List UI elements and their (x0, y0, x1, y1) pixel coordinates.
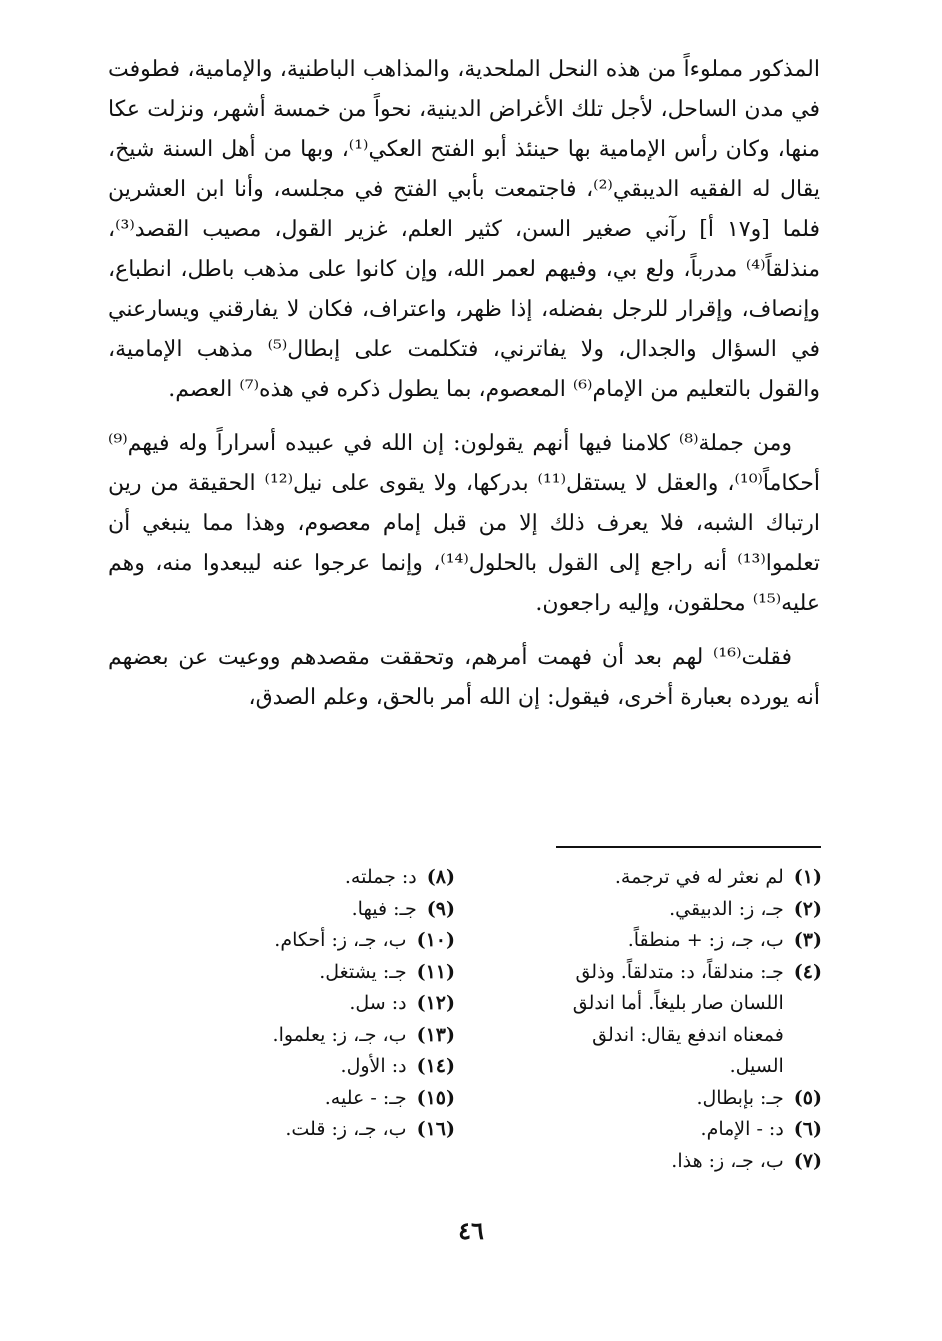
footnote-text: جـ: مندلقاً، د: متدلقاً. وذلق اللسان صار بليغاً. أما اندلق فمعناه اندفع يقال: اندلق السيل. (572, 960, 784, 1077)
footnote-text: جـ: بإبطال. (696, 1086, 784, 1109)
footnote-number: (٦) (793, 1118, 822, 1140)
footnote-number: (٢) (793, 897, 822, 920)
page-number: ٤٦ (458, 1216, 484, 1245)
footnote (210, 1114, 455, 1146)
footnote (210, 1020, 455, 1052)
footnote-text: جـ: - عليه. (324, 1086, 407, 1109)
footnote-text: د: جملته. (344, 866, 417, 888)
footnote-text: جـ، ز: الدبيقي. (669, 897, 784, 920)
footnote (556, 925, 822, 957)
footnote-number: (١٦) (416, 1118, 455, 1140)
footnote (210, 894, 455, 926)
paragraph: المذكور مملوءاً من هذه النحل الملحدية، والمذاهب الباطنية، والإمامية، فطوفت في مدن الساحل، لأجل تلك الأغراض الدينية، نحواً من خمسة أشهر، ونزلت عكا منها، وكان رأس الإمامية بها حينئذ أبو الفتح العكي⁽¹⁾، وبها من أهل السنة شيخ، يقال له الفقيه الديبقي⁽²⁾، فاجتمعت بأبي الفتح في مجلسه، وأنا ابن العشرين فلما [و١٧ أ] رآني صغير السن، كثير العلم، غزير القول، مصيب القصد⁽³⁾، منذلقاً⁽⁴⁾ مدرباً، ولع بي، وفيهم لعمر الله، وإن كانوا على مذهب باطل، انطباع، وإنصاف، وإقرار للرجل بفضله، إذا ظهر، واعتراف، فكان لا يفارقني ويسارعني في السؤال والجدال، ولا يفاترني، فتكلمت على إبطال⁽⁵⁾ مذهب الإمامية، والقول بالتعليم من الإمام⁽⁶⁾ المعصوم، بما يطول ذكره في هذه⁽⁷⁾ العصم. (108, 57, 821, 402)
footnote-number: (١٥) (416, 1086, 455, 1109)
footnote (556, 1146, 822, 1178)
footnote-text: د: - الإمام. (700, 1118, 784, 1140)
footnote-number: (١٣) (416, 1023, 455, 1046)
footnote-text: جـ: فيها. (351, 897, 417, 920)
footnote (210, 925, 455, 957)
footnote (210, 862, 455, 894)
footnote-number: (١٢) (416, 992, 455, 1014)
footnote-number: (٣) (793, 929, 822, 951)
footnote-text: جـ: يشتغل. (319, 960, 407, 983)
paragraph: ومن جملة⁽⁸⁾ كلامنا فيها أنهم يقولون: إن الله في عبيده أسراراً وله فيهم⁽⁹⁾ أحكاماً⁽¹⁰⁾، والعقل لا يستقل⁽¹¹⁾ بدركها، ولا يقوى على نيل⁽¹²⁾ الحقيقة من رين ارتباك الشبه، فلا يعرف ذلك إلا من قبل إمام معصوم، وهذا مما ينبغي أن تعلموا⁽¹³⁾ أنه راجع إلى القول بالحلول⁽¹⁴⁾، وإنما عرجوا عنه ليبعدوا منه، وهم عليه⁽¹⁵⁾ محلقون، وإليه راجعون. (108, 431, 820, 616)
footnote-number: (٩) (426, 897, 455, 920)
footnote (210, 1051, 455, 1083)
footnote-number: (١٠) (416, 929, 455, 951)
footnote (556, 862, 822, 894)
footnote (210, 957, 455, 989)
footnote-number: (١٤) (416, 1055, 455, 1077)
footnote-separator (556, 846, 821, 848)
footnote-text: د: الأول. (340, 1055, 407, 1077)
footnote-text: ب، جـ، ز: يعلموا. (272, 1023, 407, 1046)
footnote-number: (٥) (793, 1086, 822, 1109)
footnote-text: ب، جـ، ز: قلت. (285, 1118, 407, 1140)
footnote-number: (١١) (416, 960, 455, 983)
footnote-text: د: سل. (349, 992, 407, 1014)
main-text (108, 50, 820, 732)
footnote (556, 1114, 822, 1146)
footnote-text: لم نعثر له في ترجمة. (614, 866, 784, 888)
footnote-text: ب، جـ، ز: هذا. (671, 1149, 784, 1172)
footnote-number: (١) (793, 866, 822, 888)
footnote (556, 1083, 822, 1115)
footnote (556, 957, 822, 1083)
footnote (210, 988, 455, 1020)
footnotes-column-left (210, 862, 455, 1146)
footnote (556, 894, 822, 926)
paragraph: فقلت⁽¹⁶⁾ لهم بعد أن فهمت أمرهم، وتحققت مقصدهم ووعيت عن بعضهم أنه يورده بعبارة أخرى، فيقول: إن الله أمر بالحق، وعلم الصدق، (108, 645, 820, 710)
footnote-number: (٤) (793, 960, 822, 983)
footnote-text: ب، جـ، ز: أحكام. (274, 929, 407, 951)
footnotes-column-right (556, 862, 822, 1177)
footnote-number: (٨) (426, 866, 455, 888)
footnote-text: ب، جـ، ز: + منطقاً. (627, 929, 784, 951)
footnote (210, 1083, 455, 1115)
footnote-number: (٧) (793, 1149, 822, 1172)
